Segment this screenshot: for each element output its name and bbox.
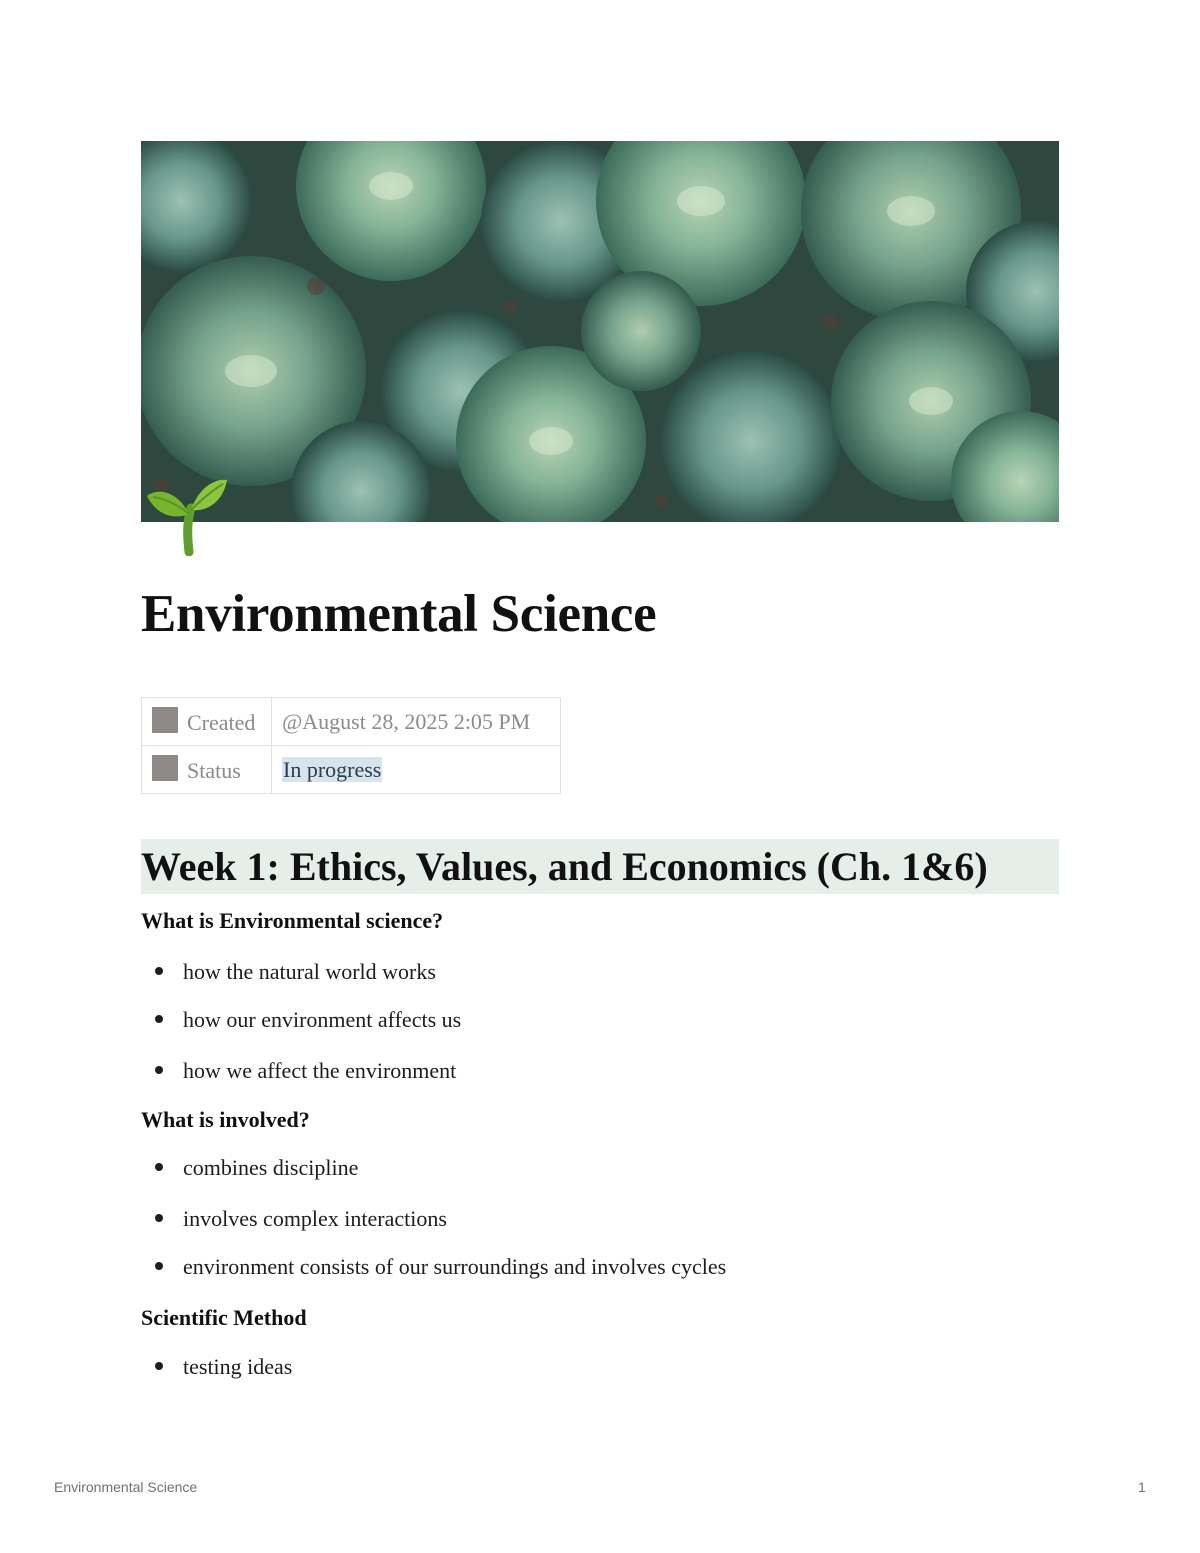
list-item: combines discipline — [155, 1154, 358, 1182]
properties-table — [141, 697, 561, 794]
subheading: What is involved? — [141, 1107, 310, 1132]
calendar-icon — [152, 707, 178, 733]
cover-image — [141, 141, 1059, 522]
list-item: how we affect the environment — [155, 1057, 456, 1085]
property-value-created[interactable]: @August 28, 2025 2:05 PM — [272, 698, 561, 746]
seedling-icon — [143, 472, 229, 556]
property-row-created — [142, 698, 561, 746]
section-heading: Week 1: Ethics, Values, and Economics (Ch. 1&6) — [141, 839, 1059, 894]
status-badge[interactable]: In progress — [283, 756, 382, 782]
bullet-icon — [155, 1015, 163, 1023]
page-title: Environmental Science — [141, 585, 657, 643]
subheading: Scientific Method — [141, 1305, 307, 1330]
list-item: how the natural world works — [155, 958, 436, 986]
footer-title: Environmental Science — [54, 1479, 198, 1495]
bullet-icon — [155, 1214, 163, 1222]
bullet-icon — [155, 1066, 163, 1074]
list-item: environment consists of our surroundings and involves cycles — [155, 1253, 726, 1281]
list-item: testing ideas — [155, 1353, 292, 1381]
property-key: Status — [142, 746, 272, 794]
succulent-photo — [141, 141, 1059, 522]
list-item: involves complex interactions — [155, 1205, 447, 1233]
footer-page-number: 1 — [1138, 1479, 1146, 1495]
bullet-icon — [155, 967, 163, 975]
subheading: What is Environmental science? — [141, 908, 444, 933]
bullet-icon — [155, 1262, 163, 1270]
bullet-icon — [155, 1362, 163, 1370]
property-key: Created — [142, 698, 272, 746]
list-item: how our environment affects us — [155, 1006, 461, 1034]
property-value-status[interactable] — [272, 746, 561, 794]
bullet-icon — [155, 1163, 163, 1171]
property-row-status — [142, 746, 561, 794]
status-icon — [152, 755, 178, 781]
